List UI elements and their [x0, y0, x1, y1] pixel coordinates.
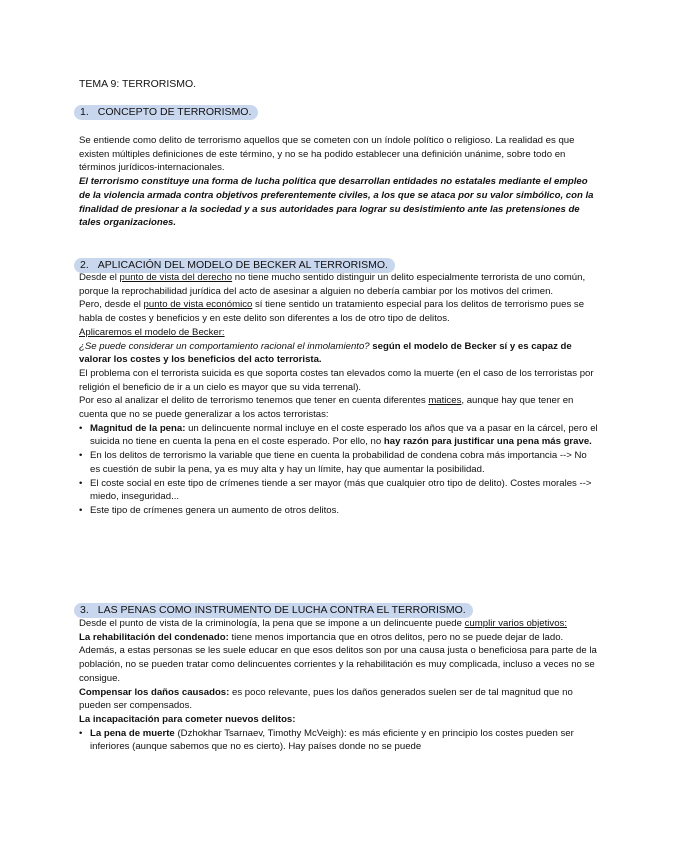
section-2-bullet-list	[79, 422, 599, 518]
list-item: • El coste social en este tipo de crímenes tiende a ser mayor (más que cualquier otro tipo de delito). Costes morales --> miedo, inseguridad...	[79, 477, 599, 504]
section-2-becker-intro: Aplicaremos el modelo de Becker:	[79, 326, 225, 338]
section-3-compensation	[79, 686, 599, 713]
section-2-paragraph-law	[79, 271, 599, 298]
underlined-text: cumplir varios objetivos:	[464, 618, 567, 629]
bold-text: Compensar los daños causados:	[79, 686, 230, 698]
list-item	[79, 422, 599, 449]
bold-text: hay razón para justificar una pena más grave.	[383, 436, 592, 448]
text: tiene menos importancia que en otros delitos, pero no se puede dejar de lado. Además, a estas personas se les suele educar en que esos delitos son por una causa justa o beneficiosa para parte de la población, no se pueden tratar como delincuentes corrientes y la rehabilitación es muy complicada, incluso a veces no se consigue.	[79, 631, 597, 684]
section-3-intro	[79, 617, 599, 631]
text: Desde el	[79, 272, 120, 283]
section-2-number: 2.	[80, 259, 89, 271]
text: Por eso al analizar el delito de terrorismo tenemos que tener en cuenta diferentes	[79, 395, 429, 407]
text: Desde el punto de vista de la criminología, la pena que se impone a un delincuente puede	[79, 618, 465, 629]
list-item: • Este tipo de crímenes genera un aumento de otros delitos.	[79, 504, 599, 518]
section-3-title: LAS PENAS COMO INSTRUMENTO DE LUCHA CONTRA EL TERRORISMO.	[97, 604, 466, 616]
section-2-paragraph-suicide: El problema con el terrorista suicida es que soporta costes tan elevados como la muerte (en el caso de los terroristas por religión el beneficio de ir a un cielo es mayor que su vida terrenal).	[79, 367, 594, 393]
list-item	[79, 727, 599, 754]
section-2-paragraph-matices	[79, 394, 599, 421]
text: sí tiene sentido un tratamiento especial para los delitos de terrorismo pues se habla de costes y beneficios y en este delito son diferentes a los de otro tipo de delitos.	[79, 299, 585, 325]
section-2-question	[79, 340, 599, 367]
italic-question: ¿Se puede considerar un comportamiento racional el inmolamiento?	[79, 340, 370, 352]
underlined-text: punto de vista del derecho	[119, 272, 233, 283]
section-3-heading	[74, 603, 473, 618]
list-item: • En los delitos de terrorismo la variable que tiene en cuenta la probabilidad de condena cobra más importancia --> No es cuestión de subir la pena, ya es muy alta y hay un límite, hay que aumentar la posibilidad.	[79, 449, 599, 476]
bold-text: La rehabilitación del condenado:	[79, 631, 229, 643]
bold-text: Magnitud de la pena:	[90, 422, 186, 434]
section-1-number: 1.	[80, 106, 89, 118]
bold-text: según el modelo de Becker sí y es capaz de valorar los costes y los beneficios del acto terrorista.	[79, 340, 572, 366]
underlined-text: punto de vista económico	[143, 299, 253, 311]
text: Pero, desde el	[79, 299, 144, 311]
section-3-body	[79, 617, 599, 754]
section-1-title: CONCEPTO DE TERRORISMO.	[97, 106, 252, 118]
text: (Dzhokhar Tsarnaev, Timothy McVeigh): es más eficiente y en principio los costes pueden ser inferiores (aunque sabemos que no es cierto). Hay países donde no se puede	[90, 727, 574, 753]
text: , aunque hay que tener en cuenta que no se puede generalizar a los actos terroristas:	[79, 395, 574, 421]
section-3-bullet-list	[79, 727, 599, 754]
section-3-incapacitation	[79, 713, 599, 727]
section-2-title: APLICACIÓN DEL MODELO DE BECKER AL TERRORISMO.	[97, 259, 388, 271]
bold-text: La incapacitación para cometer nuevos delitos:	[79, 713, 296, 725]
text: es poco relevante, pues los daños generados suelen ser de tal magnitud que no pueden ser compensados.	[79, 686, 573, 712]
section-3-number: 3.	[80, 604, 89, 616]
section-1-body	[79, 134, 599, 230]
bold-text: La pena de muerte	[90, 727, 175, 739]
text: un delincuente normal incluye en el coste esperado los años que va a pasar en la cárcel, pero el suicida no tiene en cuenta la pena en el coste esperado. Por ello, no	[90, 422, 598, 448]
section-1-paragraph: Se entiende como delito de terrorismo aquellos que se cometen con un índole político o religioso. La realidad es que existen múltiples definiciones de este término, y no se ha podido establecer una definición unánime, sobre todo en términos jurídicos-internacionales.	[79, 135, 575, 174]
underlined-text: matices	[428, 395, 462, 407]
text: no tiene mucho sentido distinguir un delito especialmente terrorista de uno común, porque la reprochabilidad jurídica del acto de asesinar a alguien no debería cambiar por los motivos del crimen.	[79, 272, 586, 297]
section-2-body	[79, 271, 599, 518]
document-title: TEMA 9: TERRORISMO.	[79, 78, 197, 90]
section-1-definition: El terrorismo constituye una forma de lucha política que desarrollan entidades no estatales mediante el empleo de la violencia armada contra objetivos preferentemente civiles, a los que se ataca por su valor simbólico, con la finalidad de presionar a la sociedad y a sus autoridades para lograr su desistimiento ante las pretensiones de tales organizaciones.	[79, 176, 594, 229]
section-2-paragraph-economic	[79, 298, 599, 325]
section-1-heading	[74, 105, 258, 120]
section-3-rehabilitation	[79, 631, 599, 686]
